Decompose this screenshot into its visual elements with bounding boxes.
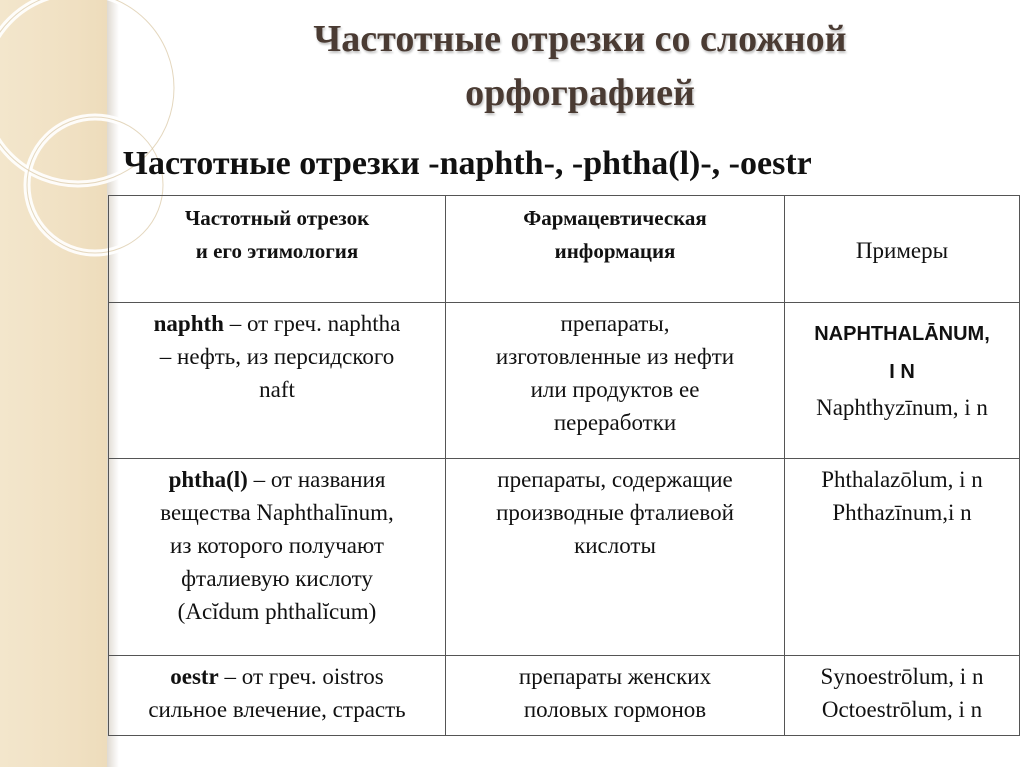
cell-examples bbox=[785, 656, 1020, 736]
example-text: Phthazīnum,i n bbox=[832, 500, 972, 525]
etymology-text: фталиевую кислоту bbox=[181, 566, 373, 591]
cell-segment bbox=[109, 459, 446, 656]
cell-segment bbox=[109, 656, 446, 736]
header-pharma-info bbox=[446, 196, 785, 303]
segment-name: phtha(l) bbox=[168, 467, 248, 492]
cell-info bbox=[446, 459, 785, 656]
segment-name: naphth bbox=[153, 311, 224, 336]
header-segment-line2: и его этимология bbox=[195, 239, 359, 263]
info-text: изготовленные из нефти bbox=[495, 344, 735, 369]
etymology-text: сильное влечение, страсть bbox=[148, 697, 406, 722]
header-info-line1: Фармацевтическая bbox=[523, 206, 707, 230]
info-text: или продуктов ее bbox=[530, 377, 700, 402]
info-text: половых гормонов bbox=[523, 697, 707, 722]
info-text: производные фталиевой bbox=[496, 500, 734, 525]
cell-examples bbox=[785, 459, 1020, 656]
header-info-line2: информация bbox=[554, 239, 676, 263]
example-text: I N bbox=[889, 361, 915, 383]
etymology-text: – от названия bbox=[247, 467, 386, 492]
table-row bbox=[109, 303, 1020, 459]
header-examples: Примеры bbox=[785, 196, 1020, 303]
example-text: Naphthyzīnum, i n bbox=[816, 395, 988, 420]
header-segment-line1: Частотный отрезок bbox=[184, 206, 370, 230]
info-text: препараты, bbox=[560, 311, 670, 336]
example-text: Synoestrōlum, i n bbox=[820, 664, 984, 689]
cell-info bbox=[446, 303, 785, 459]
info-text: кислоты bbox=[574, 533, 656, 558]
table-row bbox=[109, 459, 1020, 656]
slide-title bbox=[140, 12, 1020, 120]
example-text: Octoestrōlum, i n bbox=[821, 697, 983, 722]
cell-segment bbox=[109, 303, 446, 459]
etymology-text: – от греч. oistros bbox=[218, 664, 384, 689]
cell-examples bbox=[785, 303, 1020, 459]
info-text: переработки bbox=[553, 410, 677, 435]
etymology-text: – нефть, из персидского bbox=[159, 344, 395, 369]
info-text: препараты, содержащие bbox=[497, 467, 733, 492]
segments-table bbox=[108, 195, 1020, 736]
etymology-text: из которого получают bbox=[170, 533, 384, 558]
title-line-2: орфографией bbox=[465, 72, 695, 114]
header-segment bbox=[109, 196, 446, 303]
slide-subtitle: Частотные отрезки -naphth-, -phtha(l)-, -oestr bbox=[123, 145, 812, 182]
title-line-1: Частотные отрезки со сложной bbox=[313, 18, 847, 60]
etymology-text: – от греч. naphtha bbox=[223, 311, 401, 336]
etymology-text: вещества Naphthalīnum, bbox=[160, 500, 394, 525]
cell-info bbox=[446, 656, 785, 736]
segment-name: oestr bbox=[170, 664, 219, 689]
table-header-row bbox=[109, 196, 1020, 303]
example-text: NAPHTHALĀNUM, bbox=[814, 323, 990, 345]
example-text: Phthalazōlum, i n bbox=[821, 467, 983, 492]
info-text: препараты женских bbox=[518, 664, 712, 689]
table-row bbox=[109, 656, 1020, 736]
etymology-text: naft bbox=[259, 377, 295, 402]
etymology-text: (Acĭdum phthalĭcum) bbox=[177, 599, 377, 624]
